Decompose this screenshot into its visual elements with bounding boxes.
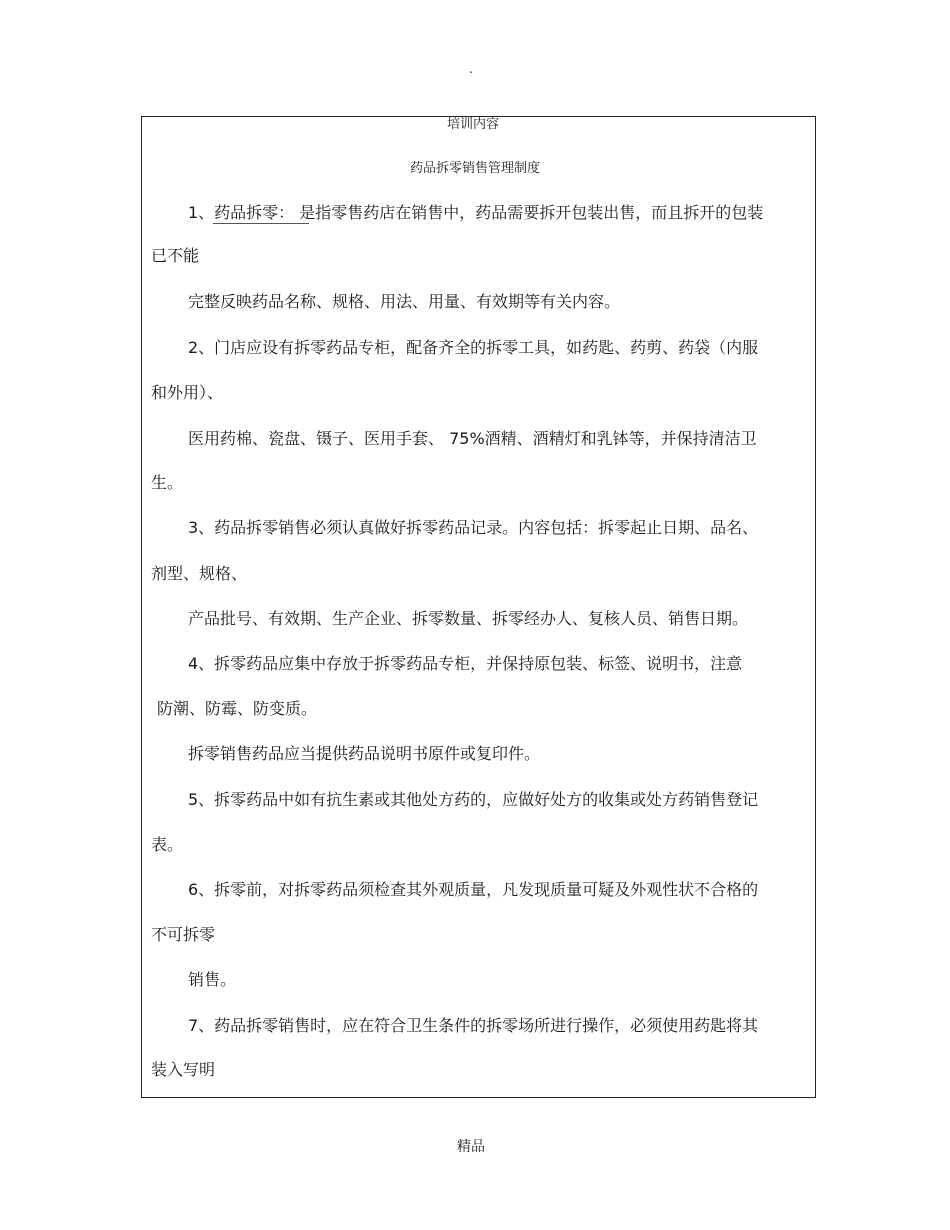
- body-line-17: 不可拆零: [151, 925, 216, 944]
- header-label: 培训内容: [447, 117, 500, 132]
- body-line-18: 销售。: [188, 970, 237, 989]
- document-table-frame: [141, 116, 816, 1098]
- body-line-13: 拆零销售药品应当提供药品说明书原件或复印件。: [188, 744, 541, 763]
- term-underline: [213, 223, 309, 224]
- body-line-20: 装入写明: [151, 1060, 216, 1079]
- body-line-15: 表。: [151, 835, 184, 854]
- page-top-mark: .: [469, 62, 473, 76]
- body-line-5: 和外用）、: [151, 383, 224, 402]
- body-line-7: 生。: [151, 473, 184, 492]
- body-line-8: 3、药品拆零销售必须认真做好拆零药品记录。内容包括：拆零起止日期、品名、: [188, 518, 759, 537]
- body-line-16: 6、拆零前，对拆零药品须检查其外观质量，凡发现质量可疑及外观性状不合格的: [188, 880, 759, 899]
- document-title: 药品拆零销售管理制度: [410, 161, 541, 176]
- body-line-11: 4、拆零药品应集中存放于拆零药品专柜，并保持原包装、标签、说明书，注意: [188, 654, 743, 673]
- body-line-2: 已不能: [151, 246, 200, 265]
- body-line-1: 1、药品拆零： 是指零售药店在销售中，药品需要拆开包装出售，而且拆开的包装: [188, 203, 764, 222]
- body-line-19: 7、药品拆零销售时，应在符合卫生条件的拆零场所进行操作，必须使用药匙将其: [188, 1016, 759, 1035]
- body-line-6: 医用药棉、瓷盘、镊子、医用手套、 75%酒精、酒精灯和乳钵等，并保持清洁卫: [188, 429, 757, 448]
- body-line-4: 2、门店应设有拆零药品专柜，配备齐全的拆零工具，如药匙、药剪、药袋（内服: [188, 338, 759, 357]
- body-line-14: 5、拆零药品中如有抗生素或其他处方药的，应做好处方的收集或处方药销售登记: [188, 790, 759, 809]
- page-footer: 精品: [457, 1139, 485, 1155]
- body-line-3: 完整反映药品名称、规格、用法、用量、有效期等有关内容。: [188, 292, 621, 311]
- body-line-9: 剂型、规格、: [151, 564, 248, 583]
- body-line-12: 防潮、防霉、防变质。: [157, 699, 318, 718]
- body-line-10: 产品批号、有效期、生产企业、拆零数量、拆零经办人、复核人员、销售日期。: [188, 609, 749, 628]
